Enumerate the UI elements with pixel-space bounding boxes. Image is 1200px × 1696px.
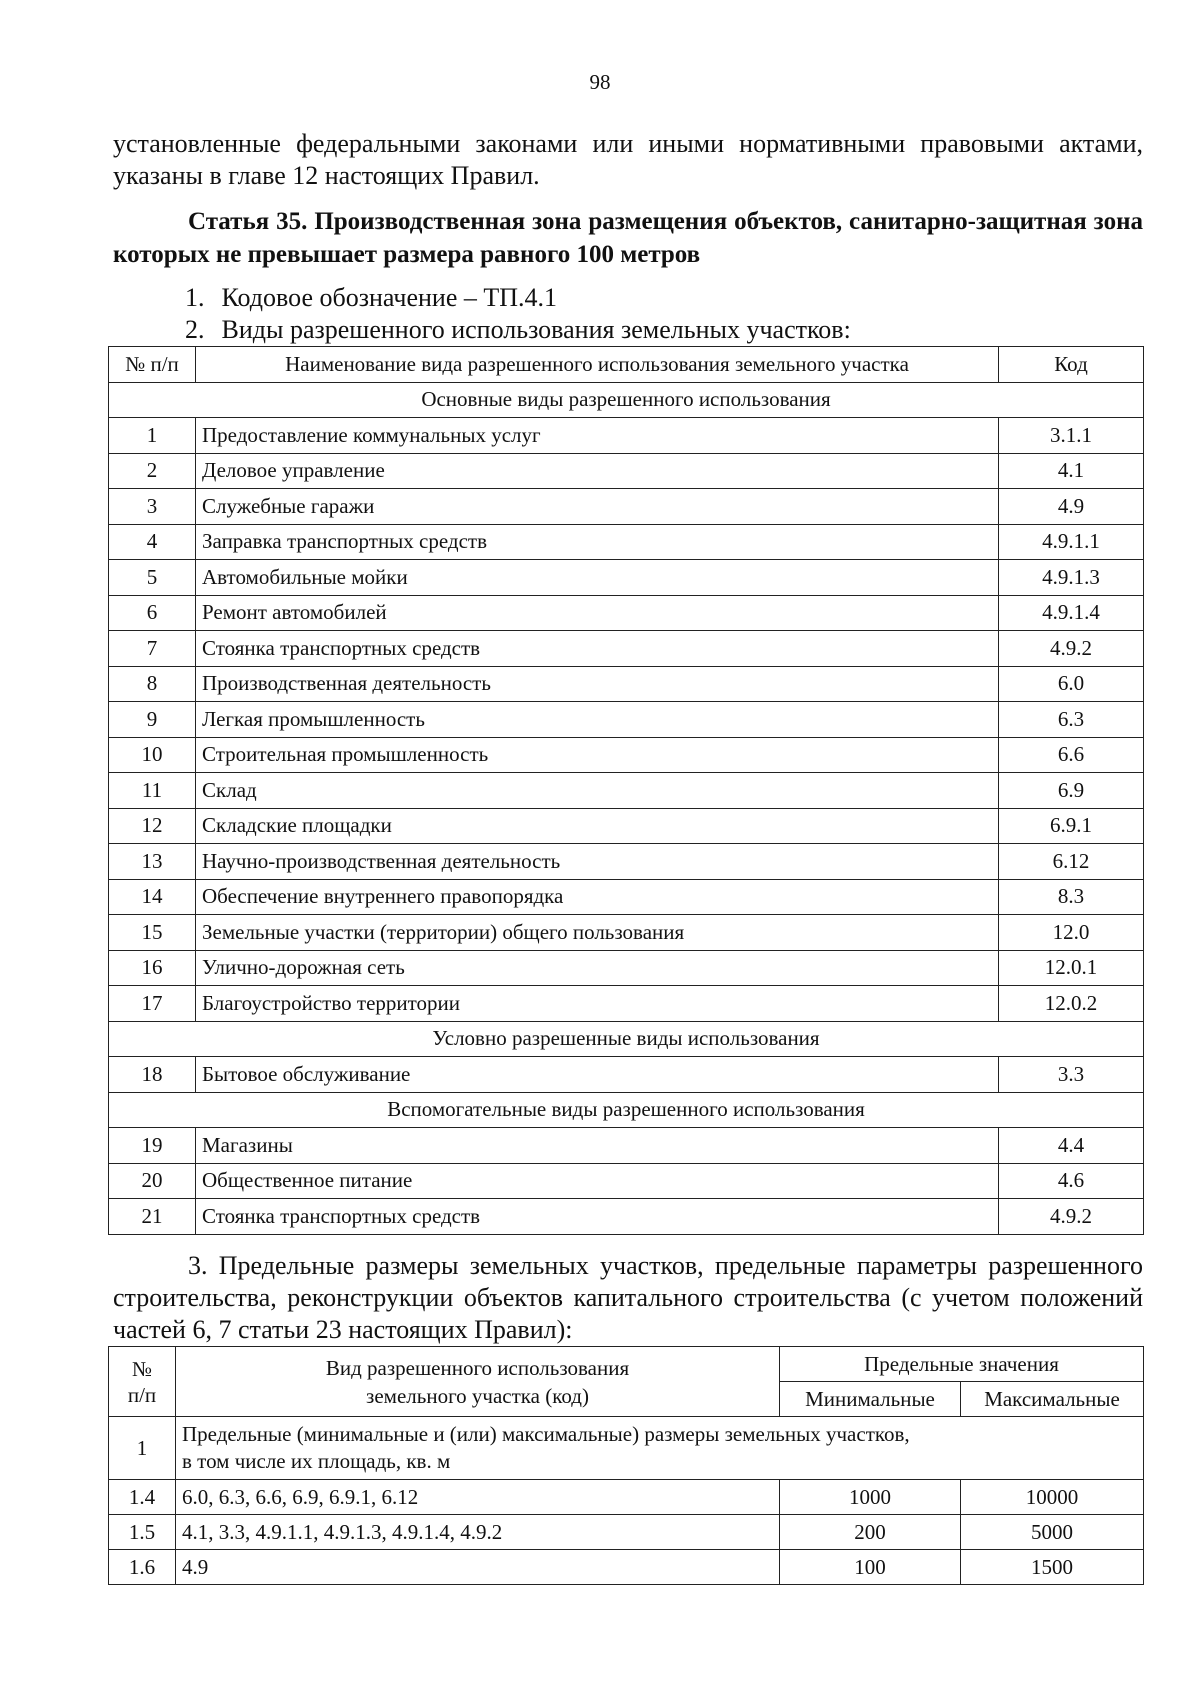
row-code: 4.9.1.3 [999,560,1144,596]
row-num: 8 [109,666,196,702]
list-item-code [185,283,557,313]
group-label-line2: в том числе их площадь, кв. м [182,1449,451,1473]
header-type-line1: Вид разрешенного использования [325,1355,630,1380]
list-item-text: Кодовое обозначение – ТП.4.1 [221,283,558,312]
row-name: Общественное питание [196,1163,999,1199]
row-num: 20 [109,1163,196,1199]
row-code: 6.3 [999,702,1144,738]
table-row [109,879,1144,915]
row-num: 1.4 [109,1480,176,1515]
row-name: Строительная промышленность [196,737,999,773]
row-code: 8.3 [999,879,1144,915]
section-title: Основные виды разрешенного использования [109,382,1144,418]
table-row [109,524,1144,560]
table-row [109,1128,1144,1164]
row-name: Деловое управление [196,453,999,489]
row-codes: 6.0, 6.3, 6.6, 6.9, 6.9.1, 6.12 [176,1480,780,1515]
list-item-uses [185,315,851,345]
row-num: 18 [109,1057,196,1093]
row-code: 4.4 [999,1128,1144,1164]
table-row [109,418,1144,454]
table-row [109,808,1144,844]
row-num: 1.5 [109,1515,176,1550]
table-row [109,1057,1144,1093]
limits-header-row-1 [109,1347,1144,1382]
table-row [109,1515,1144,1550]
row-name: Склад [196,773,999,809]
header-max: Максимальные [961,1382,1144,1417]
row-name: Обеспечение внутреннего правопорядка [196,879,999,915]
table-row [109,986,1144,1022]
row-max: 5000 [961,1515,1144,1550]
group-label [176,1417,1144,1480]
uses-table-header-row [109,347,1144,383]
limits-table [108,1346,1144,1585]
row-num: 11 [109,773,196,809]
row-code: 3.1.1 [999,418,1144,454]
row-code: 12.0.2 [999,986,1144,1022]
row-code: 4.9.2 [999,1199,1144,1235]
row-name: Складские площадки [196,808,999,844]
row-name: Легкая промышленность [196,702,999,738]
row-name: Предоставление коммунальных услуг [196,418,999,454]
table-row [109,1199,1144,1235]
row-code: 4.6 [999,1163,1144,1199]
paragraph-3: 3. Предельные размеры земельных участков, предельные параметры разрешенного строительства, реконструкции объектов капитального строительства (с учетом положений частей 6, 7 статьи 23 настоящих Правил): [113,1251,1143,1344]
row-min: 100 [780,1550,961,1585]
row-num: 10 [109,737,196,773]
row-code: 6.0 [999,666,1144,702]
row-name: Заправка транспортных средств [196,524,999,560]
row-code: 4.9.2 [999,631,1144,667]
row-num: 12 [109,808,196,844]
row-num: 2 [109,453,196,489]
header-limits: Предельные значения [780,1347,1144,1382]
row-code: 6.12 [999,844,1144,880]
row-num: 4 [109,524,196,560]
row-code: 3.3 [999,1057,1144,1093]
table-row [109,915,1144,951]
table-row [109,1550,1144,1585]
section-title: Вспомогательные виды разрешенного использования [109,1092,1144,1128]
row-num: 6 [109,595,196,631]
row-num: 19 [109,1128,196,1164]
row-name: Автомобильные мойки [196,560,999,596]
table-row [109,453,1144,489]
table-row [109,950,1144,986]
row-code: 4.1 [999,453,1144,489]
row-max: 1500 [961,1550,1144,1585]
limits-table-body [109,1417,1144,1585]
row-name: Магазины [196,1128,999,1164]
row-code: 4.9.1.4 [999,595,1144,631]
row-codes: 4.9 [176,1550,780,1585]
table-row [109,666,1144,702]
row-name: Земельные участки (территории) общего пользования [196,915,999,951]
section-row [109,1092,1144,1128]
section-row [109,382,1144,418]
row-num: 1 [109,418,196,454]
row-code: 12.0.1 [999,950,1144,986]
row-min: 1000 [780,1480,961,1515]
table-row [109,702,1144,738]
section-row [109,1021,1144,1057]
header-type [176,1347,780,1417]
row-code: 6.6 [999,737,1144,773]
article-heading: Статья 35. Производственная зона размещения объектов, санитарно-защитная зона которых не превышает размера равного 100 метров [113,208,1143,268]
row-name: Производственная деятельность [196,666,999,702]
limits-group-row [109,1417,1144,1480]
row-name: Улично-дорожная сеть [196,950,999,986]
table-row [109,773,1144,809]
row-name: Бытовое обслуживание [196,1057,999,1093]
row-name: Служебные гаражи [196,489,999,525]
header-num [109,1347,176,1417]
row-num: 5 [109,560,196,596]
row-code: 4.9 [999,489,1144,525]
header-min: Минимальные [780,1382,961,1417]
header-num: № п/п [109,347,196,383]
page-number: 98 [589,70,611,94]
row-num: 21 [109,1199,196,1235]
row-num: 16 [109,950,196,986]
header-code: Код [999,347,1144,383]
row-num: 17 [109,986,196,1022]
row-name: Благоустройство территории [196,986,999,1022]
uses-table [108,346,1144,1235]
list-item-text: Виды разрешенного использования земельных участков: [221,315,851,344]
table-row [109,631,1144,667]
header-num-line1: № [131,1356,153,1381]
table-row [109,1480,1144,1515]
header-num-line2: п/п [127,1382,157,1407]
row-code: 6.9 [999,773,1144,809]
row-num: 9 [109,702,196,738]
uses-table-body [109,382,1144,1234]
row-codes: 4.1, 3.3, 4.9.1.1, 4.9.1.3, 4.9.1.4, 4.9.2 [176,1515,780,1550]
table-row [109,595,1144,631]
section-title: Условно разрешенные виды использования [109,1021,1144,1057]
row-num: 15 [109,915,196,951]
row-name: Стоянка транспортных средств [196,631,999,667]
row-max: 10000 [961,1480,1144,1515]
list-item-number: 2. [185,315,205,344]
row-code: 6.9.1 [999,808,1144,844]
row-num: 13 [109,844,196,880]
row-num: 14 [109,879,196,915]
row-code: 12.0 [999,915,1144,951]
row-code: 4.9.1.1 [999,524,1144,560]
row-min: 200 [780,1515,961,1550]
table-row [109,560,1144,596]
row-num: 7 [109,631,196,667]
table-row [109,489,1144,525]
table-row [109,737,1144,773]
row-name: Ремонт автомобилей [196,595,999,631]
header-name: Наименование вида разрешенного использования земельного участка [196,347,999,383]
row-name: Стоянка транспортных средств [196,1199,999,1235]
table-row [109,1163,1144,1199]
group-num: 1 [109,1417,176,1480]
row-name: Научно-производственная деятельность [196,844,999,880]
row-num: 1.6 [109,1550,176,1585]
table-row [109,844,1144,880]
intro-paragraph: установленные федеральными законами или иными нормативными правовыми актами, указаны в главе 12 настоящих Правил. [113,129,1143,190]
list-item-number: 1. [185,283,205,312]
header-type-line2: земельного участка (код) [366,1383,589,1408]
row-num: 3 [109,489,196,525]
group-label-line1: Предельные (минимальные и (или) максимальные) размеры земельных участков, [182,1422,910,1446]
